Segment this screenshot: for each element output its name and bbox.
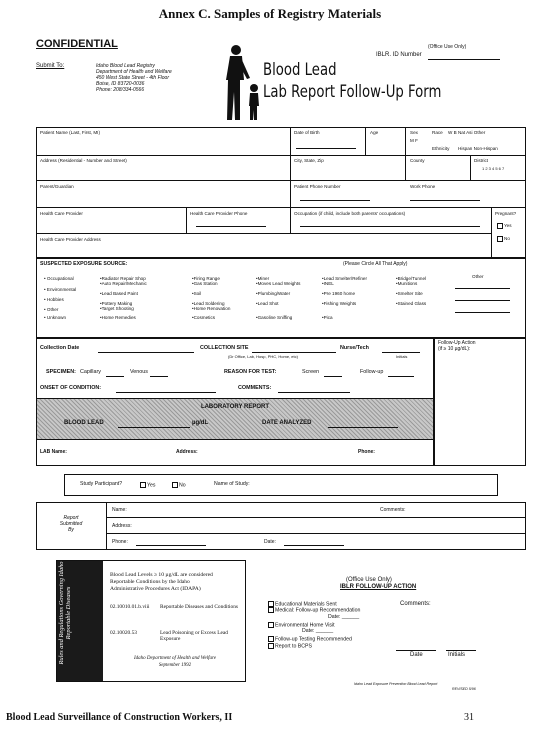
followup-action-hint: (if ≥ 10 µg/dL):	[438, 346, 471, 352]
iblr-id-field[interactable]	[428, 59, 500, 60]
exposure-col-3[interactable]: •Miner •Moves Lead Weights •Plumbing/Water •Lead Shot •Gasoline Sniffing	[256, 276, 301, 320]
exposure-col-2[interactable]: •Firing Range •Gas Station •Soil •Lead Soldering •Home Renovation •Cosmetics	[192, 276, 231, 321]
page-number: 31	[464, 712, 474, 723]
notice-vertical-text: Rules and Regulations Governing Idaho Reportable Diseases	[58, 561, 72, 665]
initials-label: Initials	[396, 354, 408, 359]
notice-date: September 1992	[158, 663, 192, 668]
office-initials-col: Initials	[448, 652, 466, 658]
lab-phone-label: Phone:	[358, 449, 375, 455]
venous-option[interactable]: Venous	[130, 369, 148, 375]
footer-title: Blood Lead Surveillance of Construction Workers, II	[6, 712, 233, 723]
confidential-label: CONFIDENTIAL	[36, 38, 118, 50]
pregnant-yes[interactable]: Yes	[497, 223, 512, 229]
blood-lead-field[interactable]	[118, 427, 190, 428]
specimen-label: SPECIMEN:	[46, 369, 76, 375]
onset-label: ONSET OF CONDITION:	[40, 385, 102, 391]
adult-child-logo-icon	[220, 44, 268, 122]
age-label: Age	[370, 130, 379, 135]
nurse-label: Nurse/Tech	[340, 345, 369, 351]
collection-site-field[interactable]	[252, 352, 336, 353]
exposure-col-4[interactable]: •Lead Smelter/Refiner •INEL •Pre 1960 home •Fishing Weights •Pica	[322, 276, 368, 320]
reporter-name-label: Name:	[112, 507, 127, 513]
reporter-phone-field[interactable]	[136, 545, 206, 546]
blood-lead-label: BLOOD LEAD	[64, 420, 104, 426]
ethnicity-label: Ethnicity	[432, 146, 450, 151]
address-label: Address (Residential - Number and Street)	[40, 158, 127, 163]
district-options[interactable]: 1 2 3 4 5 6 7	[482, 166, 505, 171]
race-options[interactable]: W B Nat Asi Other	[448, 130, 486, 135]
lab-address-label: Address:	[176, 449, 198, 455]
notice-lead-text: Blood Lead Levels ≥ 10 µg/dL are considered Reportable Conditions by the Idaho Administrative Procedures Act (IDAPA)	[110, 572, 213, 592]
sex-label: Sex	[410, 130, 418, 135]
comments-field[interactable]	[278, 392, 350, 393]
office-followup-list[interactable]: Educational Materials Sent Medical: Follow-up Recommendation Date: ______ Environmental Home Visit Date: ______ Follow-up Testing Recommended Report to BCPS	[268, 601, 360, 649]
reporter-date-label: Date:	[264, 539, 276, 545]
form-footnote-1: Idaho Lead Exposure Prevention Blood Lead Report	[354, 682, 438, 686]
collection-site-label: COLLECTION SITE	[200, 345, 249, 351]
screen-option[interactable]: Screen	[302, 369, 320, 375]
iblr-followup-title: IBLR FOLLOW-UP ACTION	[340, 584, 417, 590]
guardian-label: Parent/Guardian	[40, 184, 74, 189]
provider-phone-label: Health Care Provider Phone	[190, 211, 248, 216]
nurse-field[interactable]	[382, 352, 420, 353]
exposure-title: SUSPECTED EXPOSURE SOURCE:	[40, 261, 128, 267]
study-participant-question: Study Participant?	[80, 481, 123, 487]
date-analyzed-field[interactable]	[328, 427, 398, 428]
city-label: City, State, Zip	[294, 158, 324, 163]
followup-option[interactable]: Follow-up	[360, 369, 384, 375]
followup-action-box[interactable]	[434, 338, 526, 466]
capillary-option[interactable]: Capillary	[80, 369, 101, 375]
registry-address: Idaho Blood Lead Registry Department of Health and Welfare 450 West State Street - 4th Floor Boise, ID 83720-0036 Phone: 208/334-0566	[96, 63, 172, 93]
race-label: Race	[432, 130, 443, 135]
collection-site-hint: (Dr Office, Lab, Hosp, PHC, Home, etc)	[228, 354, 298, 359]
office-use-title: (Office Use Only)	[346, 577, 392, 583]
exposure-groups: • Occupational • Environmental • Hobbies • Other • Unknown	[44, 276, 77, 320]
reporter-date-field[interactable]	[284, 545, 344, 546]
collection-date-field[interactable]	[98, 352, 194, 353]
sex-options[interactable]: M F	[410, 138, 418, 143]
iblr-id-label: IBLR. ID Number	[376, 52, 422, 58]
district-label: District	[474, 158, 489, 163]
county-label: County	[410, 158, 425, 163]
provider-address-label: Health Care Provider Address	[40, 237, 101, 242]
office-comments-label: Comments:	[400, 601, 431, 607]
office-use-label: (Office Use Only)	[428, 44, 467, 50]
dob-label: Date of Birth	[294, 130, 320, 135]
provider-label: Health Care Provider	[40, 211, 83, 216]
exposure-col-5[interactable]: •Bridge/Tunnel •Munitions •Smelter Site •Stained Glass	[396, 276, 427, 306]
submit-to-label: Submit To:	[36, 63, 65, 69]
study-name-label: Name of Study:	[214, 481, 250, 487]
notice-dept: Idaho Department of Health and Welfare	[134, 656, 216, 661]
reporter-comments-label: Comments:	[380, 507, 406, 513]
comments-label: COMMENTS:	[238, 385, 272, 391]
date-analyzed-label: DATE ANALYZED	[262, 420, 312, 426]
pregnant-label: Pregnant?	[495, 211, 517, 216]
notice-ref-1: 02.10010.01.b.viii	[110, 604, 150, 610]
report-submitted-by-label: Report Submitted By	[59, 515, 83, 533]
collection-date-label: Collection Date	[40, 345, 80, 351]
form-title-line1: Blood Lead	[263, 60, 337, 80]
notice-ref-2-text: Lead Poisoning or Excess Lead Exposure	[160, 630, 228, 643]
patient-phone-label: Patient Phone Number	[294, 184, 341, 189]
study-participant-section	[64, 474, 498, 496]
notice-ref-2: 02.10020.53	[110, 630, 137, 636]
notice-ref-1-text: Reportable Diseases and Conditions	[160, 604, 239, 610]
office-date-col: Date	[410, 652, 423, 658]
annex-title: Annex C. Samples of Registry Materials	[158, 6, 382, 21]
office-date-field[interactable]	[396, 650, 436, 651]
reason-label: REASON FOR TEST:	[224, 369, 277, 375]
form-footnote-2: REVISED 5/96	[452, 687, 476, 691]
exposure-other-label: Other	[472, 274, 484, 279]
patient-info-section	[36, 127, 526, 258]
pregnant-no[interactable]: No	[497, 236, 510, 242]
reporter-address-label: Address:	[112, 523, 132, 529]
exposure-col-1[interactable]: •Radiator Repair Shop •Auto Repair/Mechanic •Lead Based Paint •Pottery Making •Target Shooting •Home Remedies	[100, 276, 147, 321]
lab-name-label: LAB Name:	[40, 449, 67, 455]
blood-lead-units: µg/dL	[192, 420, 209, 426]
patient-name-label: Patient Name (Last, First, MI)	[40, 130, 100, 135]
onset-field[interactable]	[116, 392, 216, 393]
followup-action-label: Follow-Up Action	[438, 340, 476, 346]
form-title-line2: Lab Report Follow-Up Form	[263, 82, 442, 102]
study-yes-option[interactable]: Yes	[140, 482, 155, 488]
study-no-option[interactable]: No	[172, 482, 186, 488]
work-phone-label: Work Phone	[410, 184, 436, 189]
lab-report-title: LABORATORY REPORT	[200, 404, 270, 410]
reporter-phone-label: Phone:	[112, 539, 128, 545]
exposure-circle-hint: (Please Circle All That Apply)	[343, 261, 408, 267]
ethnicity-options[interactable]: Hispan Non-Hispan	[458, 146, 498, 151]
office-initials-field[interactable]	[446, 650, 476, 651]
occupation-label: Occupation (if child, include both parents' occupations)	[294, 211, 406, 216]
reporter-section	[36, 502, 526, 550]
